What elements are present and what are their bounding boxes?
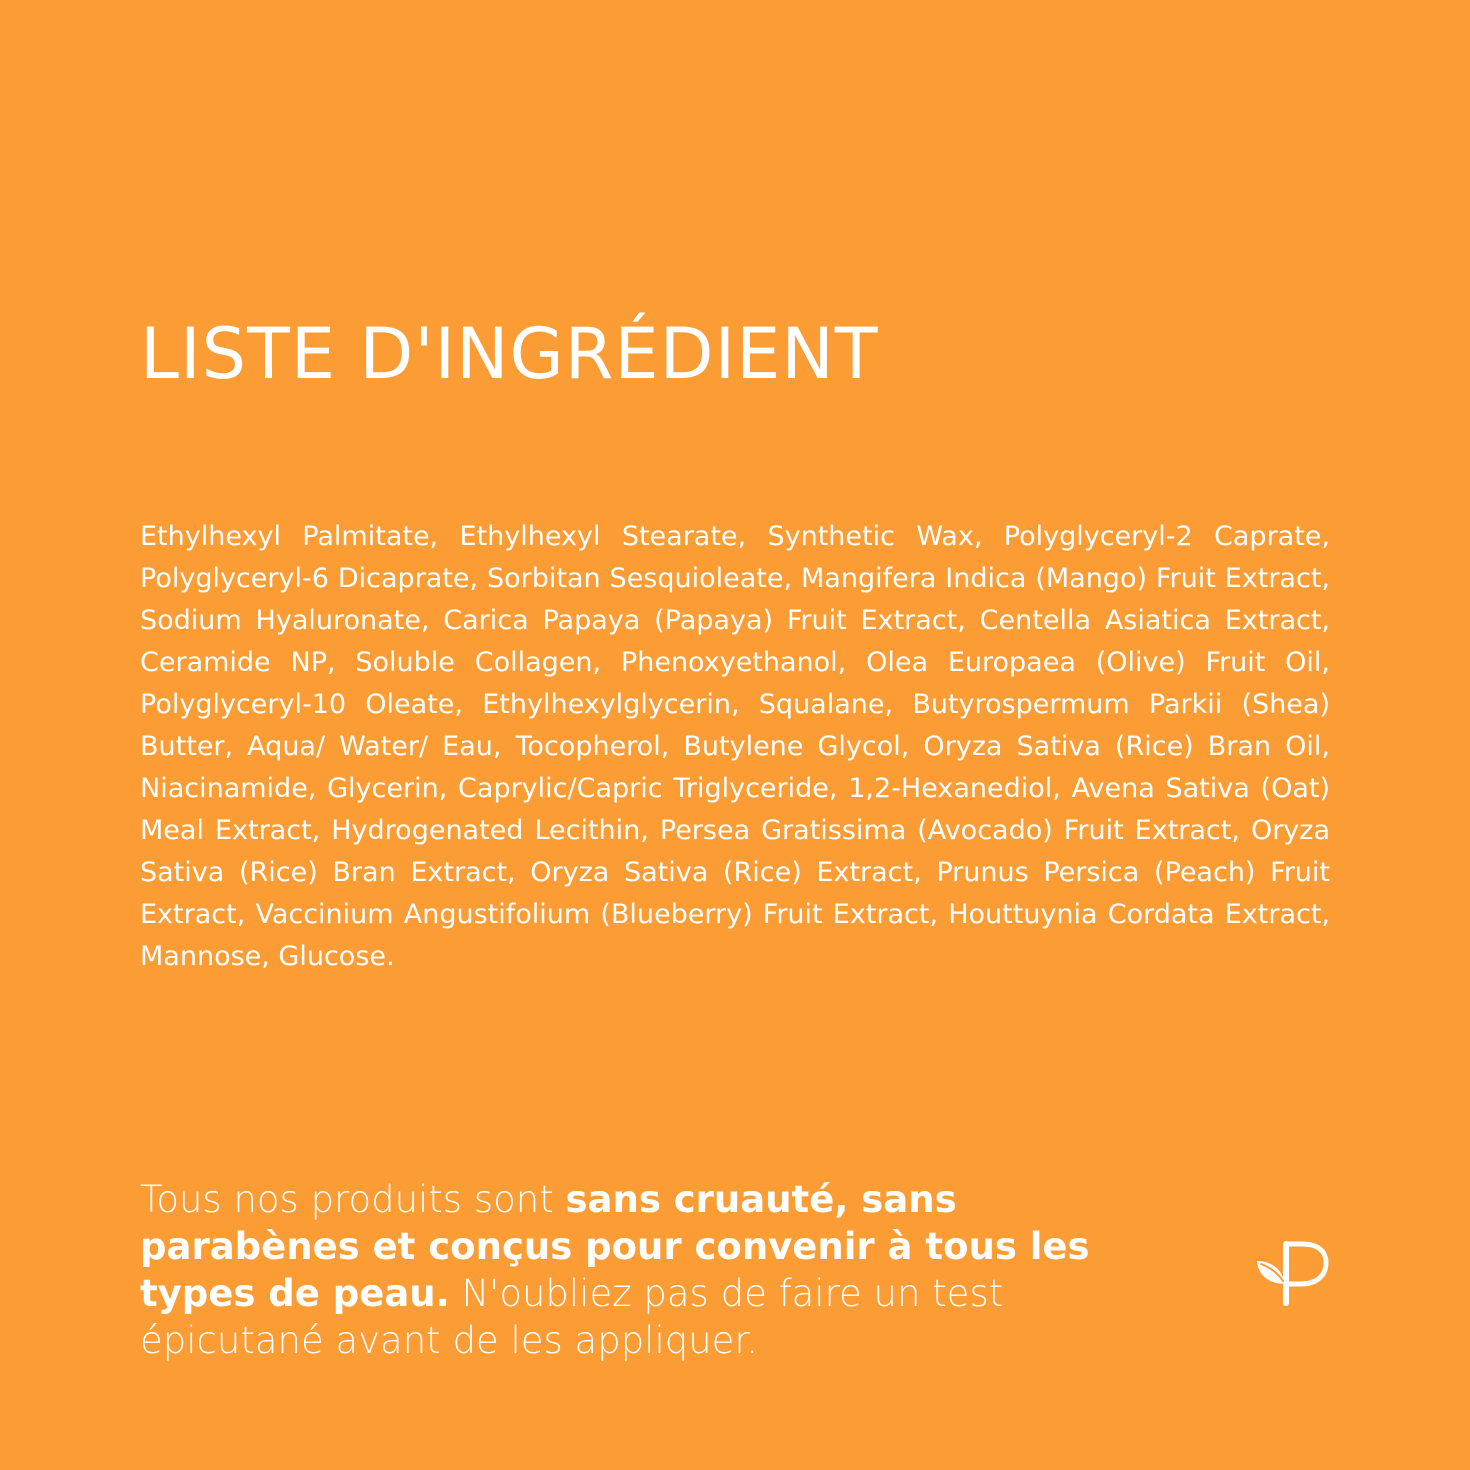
- page-title: LISTE D'INGRÉDIENT: [140, 313, 879, 395]
- patch-test-reminder: N'oubliez pas de faire un test épicutané avant de les appliquer.: [140, 1272, 1004, 1362]
- product-claim-highlight: sans cruauté, sans parabènes et conçus pour convenir à tous les types de peau.: [140, 1178, 1090, 1315]
- product-claim-intro: Tous nos produits sont: [140, 1178, 566, 1221]
- leaf-p-logo-icon: [1252, 1232, 1334, 1314]
- product-claim-note: [140, 1176, 1140, 1364]
- ingredient-list: Ethylhexyl Palmitate, Ethylhexyl Stearate, Synthetic Wax, Polyglyceryl-2 Caprate, Polyglyceryl-6 Dicaprate, Sorbitan Sesquioleate, Mangifera Indica (Mango) Fruit Extract, Sodium Hyaluronate, Carica Papaya (Papaya) Fruit Extract, Centella Asiatica Extract, Ceramide NP, Soluble Collagen, Phenoxyethanol, Olea Europaea (Olive) Fruit Oil, Polyglyceryl-10 Oleate, Ethylhexylglycerin, Squalane, Butyrospermum Parkii (Shea) Butter, Aqua/ Water/ Eau, Tocopherol, Butylene Glycol, Oryza Sativa (Rice) Bran Oil, Niacinamide, Glycerin, Caprylic/Capric Triglyceride, 1,2-Hexanediol, Avena Sativa (Oat) Meal Extract, Hydrogenated Lecithin, Persea Gratissima (Avocado) Fruit Extract, Oryza Sativa (Rice) Bran Extract, Oryza Sativa (Rice) Extract, Prunus Persica (Peach) Fruit Extract, Vaccinium Angustifolium (Blueberry) Fruit Extract, Houttuynia Cordata Extract, Mannose, Glucose.: [140, 521, 1330, 972]
